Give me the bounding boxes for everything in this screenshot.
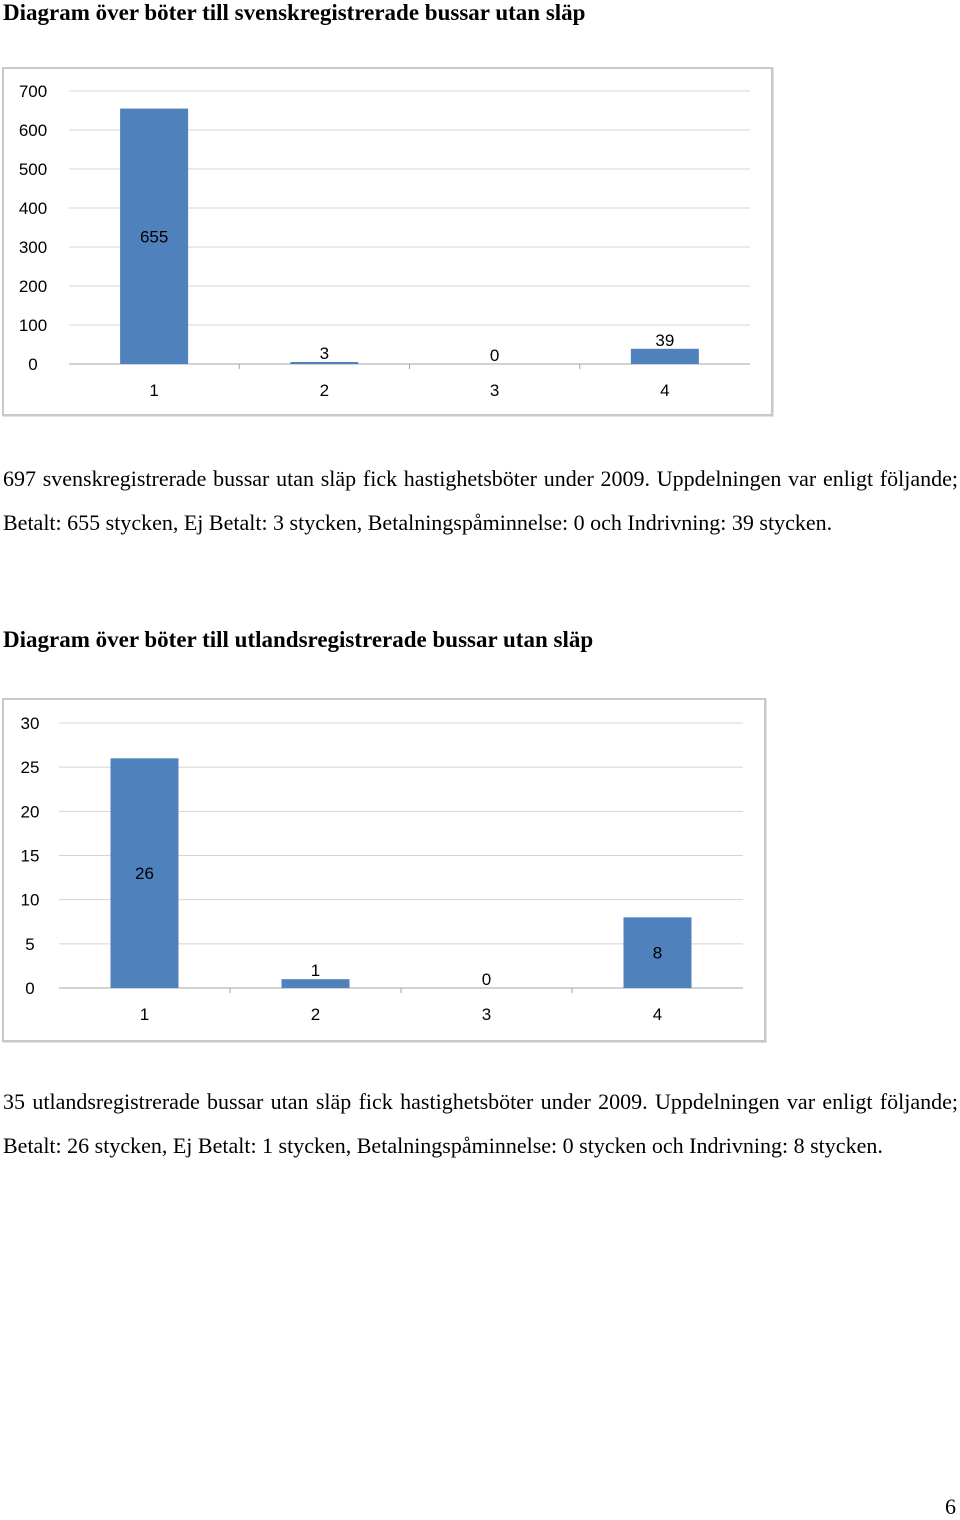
chart1-data-label: 3: [319, 344, 330, 363]
chart1-frame: [2, 67, 773, 416]
chart2-data-label: 8: [652, 943, 663, 963]
chart1-bar: [631, 349, 699, 364]
chart2-frame: [2, 698, 766, 1042]
chart2-data-label: 26: [135, 864, 154, 884]
chart2-bar: [282, 979, 350, 988]
page-number: 6: [945, 1494, 956, 1519]
chart2-ytick-label: 20: [20, 802, 40, 822]
chart2-xtick-label: 3: [481, 1005, 492, 1024]
chart1-data-label: 0: [489, 346, 500, 365]
chart2-xtick-label: 1: [139, 1005, 150, 1024]
chart2-ytick-label: 0: [25, 979, 35, 998]
chart1-ytick-label: 0: [28, 355, 38, 374]
chart2-description: 35 utlandsregistrerade bussar utan släp fick hastighetsböter under 2009. Uppdelningen var enligt följande; Betalt: 26 stycken, Ej Betalt: 1 stycken, Betalningspåminnelse: 0 stycken och Indrivning: 8 stycken.: [3, 1089, 958, 1158]
chart1-xtick-label: 1: [149, 381, 159, 400]
chart2-data-label: 1: [310, 961, 321, 981]
chart2-heading: Diagram över böter till utlandsregistrerade bussar utan släp: [3, 627, 594, 652]
chart1-heading: Diagram över böter till svenskregistrerade bussar utan släp: [3, 0, 586, 25]
chart2-xtick-label: 2: [310, 1005, 321, 1024]
chart1-plot: [4, 69, 771, 414]
chart1-ytick-label: 500: [18, 160, 48, 179]
chart2-xtick-label: 4: [652, 1005, 663, 1024]
chart1-ytick-label: 400: [18, 199, 48, 218]
chart1-description: 697 svenskregistrerade bussar utan släp fick hastighetsböter under 2009. Uppdelningen var enligt följande; Betalt: 655 stycken, Ej Betalt: 3 stycken, Betalningspåminnelse: 0 och Indrivning: 39 stycken.: [3, 466, 958, 535]
chart2-ytick-label: 10: [20, 890, 40, 910]
chart1-xtick-label: 3: [489, 381, 500, 400]
chart2-ytick-label: 25: [20, 758, 40, 778]
chart1-data-label: 655: [139, 227, 169, 247]
chart2-ytick-label: 15: [20, 846, 40, 866]
chart1-xtick-label: 2: [319, 381, 330, 400]
chart1-ytick-label: 700: [18, 82, 48, 101]
chart1-ytick-label: 100: [18, 316, 48, 335]
chart1-data-label: 39: [655, 330, 675, 350]
chart2-data-label: 0: [481, 970, 492, 989]
chart2-plot: [4, 700, 764, 1040]
chart2-ytick-label: 5: [25, 934, 35, 954]
chart1-ytick-label: 200: [18, 277, 48, 296]
chart1-xtick-label: 4: [660, 381, 670, 400]
chart1-ytick-label: 300: [18, 238, 48, 257]
chart1-ytick-label: 600: [18, 121, 48, 140]
chart2-ytick-label: 30: [20, 714, 40, 733]
